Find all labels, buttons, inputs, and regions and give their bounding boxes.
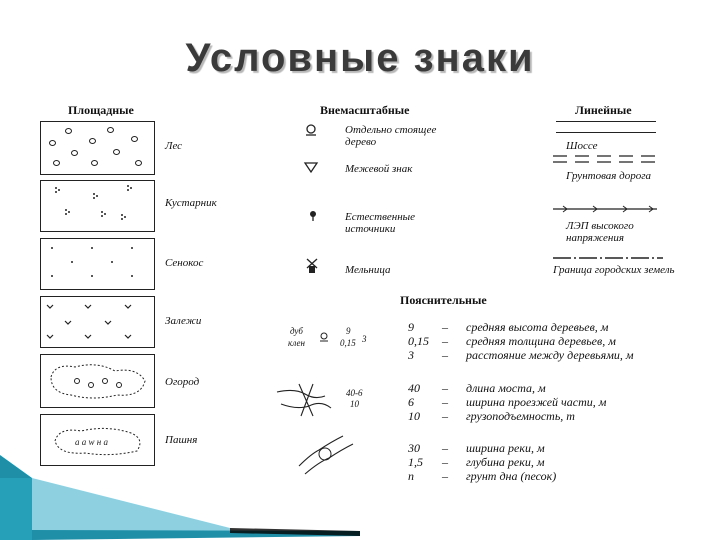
power-line-icon [553, 204, 657, 214]
row-value: 6 [408, 395, 414, 409]
row-value: 9 [408, 320, 414, 334]
tree-label: Отдельно стоящее дерево [345, 124, 437, 148]
row-value: 30 [408, 441, 420, 455]
mill-icon [305, 258, 319, 274]
row-dash: – [442, 469, 448, 483]
row-value: 40 [408, 381, 420, 395]
row-dash: – [442, 395, 448, 409]
city-boundary-label: Граница городских земель [553, 264, 675, 276]
tree-symbol-icon [304, 123, 318, 137]
row-dash: – [442, 348, 448, 362]
hayfield-box [40, 238, 155, 290]
hayfield-label: Сенокос [165, 257, 204, 269]
fallow-label: Залежи [165, 315, 202, 327]
boundary-marker-icon [304, 162, 318, 174]
row-text: расстояние между деревьями, м [466, 348, 634, 362]
dirt-road-label: Грунтовая дорога [566, 170, 652, 182]
highway-label: Шоссе [566, 140, 598, 152]
explanatory-dashes-3 [442, 441, 448, 483]
river-sign-icon [295, 432, 365, 477]
shrub-box [40, 180, 155, 232]
highway-line-top [556, 121, 656, 122]
row-value: п [408, 469, 414, 483]
row-text: грузоподъемность, т [466, 409, 575, 423]
explanatory-values-1 [408, 320, 429, 362]
row-dash: – [442, 409, 448, 423]
row-text: глубина реки, м [466, 455, 545, 469]
shrub-label: Кустарник [165, 197, 217, 209]
boundary-marker-label: Межевой знак [345, 163, 413, 175]
explanatory-texts-3 [466, 441, 556, 483]
row-dash: – [442, 320, 448, 334]
tree-symbol-icon [320, 332, 328, 342]
svg-text:a a w н a: a a w н a [75, 437, 108, 447]
explanatory-texts-2 [466, 381, 606, 423]
forest-sign-distance: 3 [362, 334, 367, 344]
explanatory-values-3 [408, 441, 423, 483]
row-dash: – [442, 441, 448, 455]
forest-sign-thickness: 0,15 [340, 338, 356, 348]
row-text: средняя толщина деревьев, м [466, 334, 616, 348]
spring-icon [308, 210, 318, 222]
explanatory-dashes-1 [442, 320, 448, 362]
row-text: ширина проезжей части, м [466, 395, 607, 409]
offscale-header: Внемасштабные [320, 103, 410, 117]
row-dash: – [442, 455, 448, 469]
forest-sign-species-1: дуб [290, 326, 303, 336]
linear-header: Линейные [575, 103, 632, 117]
bridge-sign-bottom: 10 [350, 399, 359, 409]
areal-header: Площадные [68, 103, 134, 117]
garden-label: Огород [165, 376, 200, 388]
arable-label: Пашня [165, 434, 198, 446]
row-dash: – [442, 381, 448, 395]
row-text: грунт дна (песок) [466, 469, 557, 483]
row-dash: – [442, 334, 448, 348]
forest-sign-species-2: клен [288, 338, 305, 348]
spring-label: Естественные источники [345, 211, 416, 235]
power-line-label: ЛЭП высокого напряжения [566, 220, 634, 244]
row-text: средняя высота деревьев, м [466, 320, 609, 334]
forest-box [40, 121, 155, 175]
row-value: 3 [408, 348, 414, 362]
row-value: 0,15 [408, 334, 429, 348]
mill-label: Мельница [345, 264, 391, 276]
explanatory-texts-1 [466, 320, 634, 362]
explanatory-values-2 [408, 381, 420, 423]
forest-label: Лес [165, 140, 183, 152]
forest-sign-height: 9 [346, 326, 351, 336]
bridge-sign-top: 40-6 [346, 388, 363, 398]
garden-box [40, 354, 155, 408]
row-value: 1,5 [408, 455, 423, 469]
page-title: Условные знаки [185, 36, 535, 80]
fallow-box [40, 296, 155, 348]
row-text: ширина реки, м [466, 441, 545, 455]
city-boundary-icon [553, 255, 663, 261]
explanatory-dashes-2 [442, 381, 448, 423]
explanatory-header: Пояснительные [400, 293, 487, 307]
row-value: 10 [408, 409, 420, 423]
arable-box [40, 414, 155, 466]
forest-sign [284, 326, 374, 354]
row-text: длина моста, м [466, 381, 546, 395]
highway-line-bottom [556, 132, 656, 133]
dirt-road-icon [553, 155, 657, 165]
